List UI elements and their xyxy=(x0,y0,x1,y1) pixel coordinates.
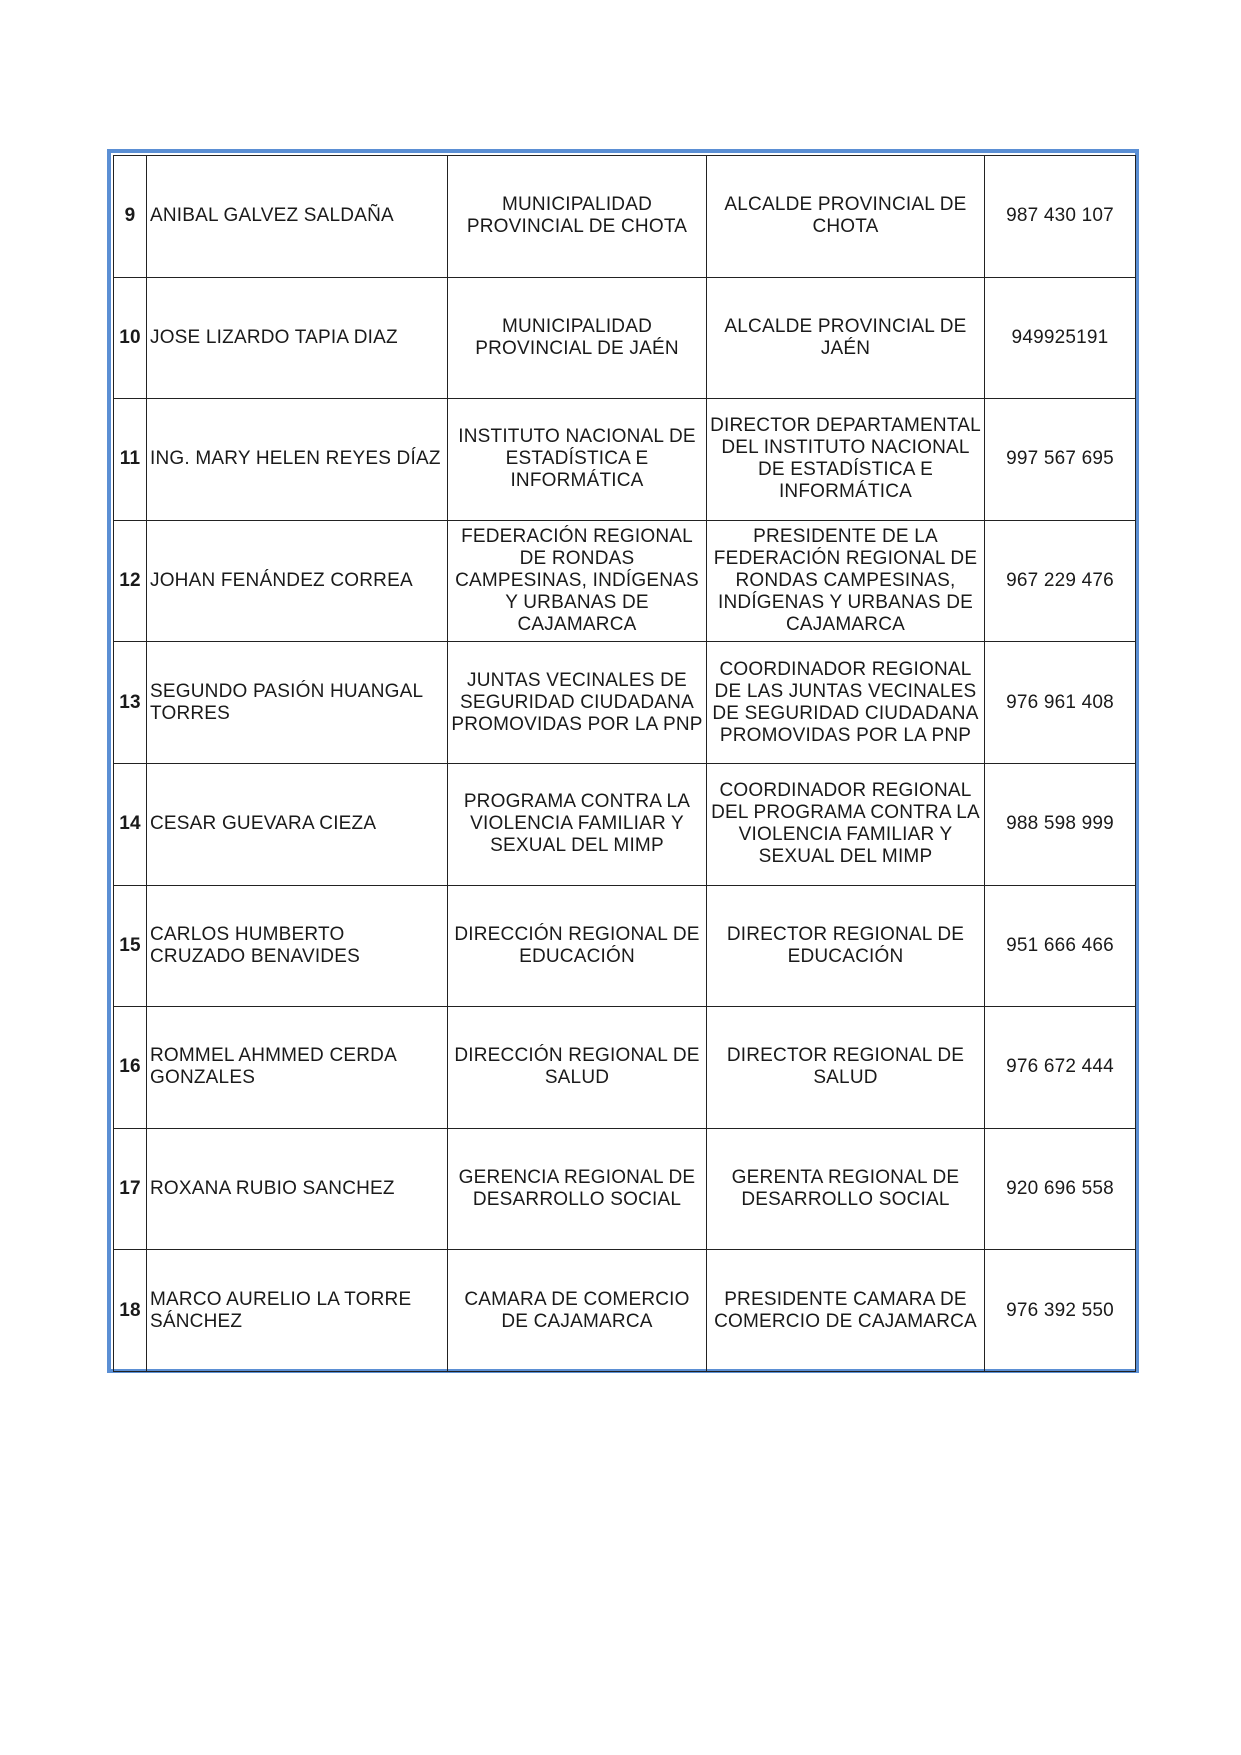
institution-name: DIRECCIÓN REGIONAL DE SALUD xyxy=(448,1007,707,1129)
phone-number: 976 672 444 xyxy=(985,1007,1136,1129)
person-name: CARLOS HUMBERTO CRUZADO BENAVIDES xyxy=(147,885,448,1007)
institution-name: JUNTAS VECINALES DE SEGURIDAD CIUDADANA PROMOVIDAS POR LA PNP xyxy=(448,642,707,764)
row-number: 18 xyxy=(114,1250,147,1372)
table-row xyxy=(114,642,1136,764)
roster-table-frame xyxy=(107,149,1139,1373)
row-number: 13 xyxy=(114,642,147,764)
position-title: COORDINADOR REGIONAL DE LAS JUNTAS VECINALES DE SEGURIDAD CIUDADANA PROMOVIDAS POR LA PNP xyxy=(707,642,985,764)
institution-name: INSTITUTO NACIONAL DE ESTADÍSTICA E INFORMÁTICA xyxy=(448,399,707,521)
phone-number: 976 392 550 xyxy=(985,1250,1136,1372)
person-name: ING. MARY HELEN REYES DÍAZ xyxy=(147,399,448,521)
phone-number: 967 229 476 xyxy=(985,520,1136,642)
phone-number: 997 567 695 xyxy=(985,399,1136,521)
person-name: JOSE LIZARDO TAPIA DIAZ xyxy=(147,277,448,399)
position-title: GERENTA REGIONAL DE DESARROLLO SOCIAL xyxy=(707,1128,985,1250)
institution-name: MUNICIPALIDAD PROVINCIAL DE CHOTA xyxy=(448,156,707,278)
position-title: PRESIDENTE DE LA FEDERACIÓN REGIONAL DE RONDAS CAMPESINAS, INDÍGENAS Y URBANAS DE CAJAMARCA xyxy=(707,520,985,642)
row-number: 10 xyxy=(114,277,147,399)
table-row xyxy=(114,1007,1136,1129)
person-name: ROXANA RUBIO SANCHEZ xyxy=(147,1128,448,1250)
table-row xyxy=(114,277,1136,399)
person-name: MARCO AURELIO LA TORRE SÁNCHEZ xyxy=(147,1250,448,1372)
phone-number: 951 666 466 xyxy=(985,885,1136,1007)
row-number: 17 xyxy=(114,1128,147,1250)
institution-name: MUNICIPALIDAD PROVINCIAL DE JAÉN xyxy=(448,277,707,399)
institution-name: FEDERACIÓN REGIONAL DE RONDAS CAMPESINAS, INDÍGENAS Y URBANAS DE CAJAMARCA xyxy=(448,520,707,642)
row-number: 14 xyxy=(114,763,147,885)
position-title: PRESIDENTE CAMARA DE COMERCIO DE CAJAMARCA xyxy=(707,1250,985,1372)
table-row xyxy=(114,156,1136,278)
person-name: JOHAN FENÁNDEZ CORREA xyxy=(147,520,448,642)
position-title: COORDINADOR REGIONAL DEL PROGRAMA CONTRA LA VIOLENCIA FAMILIAR Y SEXUAL DEL MIMP xyxy=(707,763,985,885)
phone-number: 988 598 999 xyxy=(985,763,1136,885)
institution-name: CAMARA DE COMERCIO DE CAJAMARCA xyxy=(448,1250,707,1372)
roster-table-body xyxy=(114,156,1136,1372)
table-row xyxy=(114,763,1136,885)
authorities-roster-table xyxy=(113,155,1136,1372)
row-number: 16 xyxy=(114,1007,147,1129)
row-number: 15 xyxy=(114,885,147,1007)
phone-number: 976 961 408 xyxy=(985,642,1136,764)
table-row xyxy=(114,399,1136,521)
table-row xyxy=(114,1250,1136,1372)
person-name: CESAR GUEVARA CIEZA xyxy=(147,763,448,885)
table-row xyxy=(114,1128,1136,1250)
phone-number: 949925191 xyxy=(985,277,1136,399)
institution-name: PROGRAMA CONTRA LA VIOLENCIA FAMILIAR Y SEXUAL DEL MIMP xyxy=(448,763,707,885)
position-title: ALCALDE PROVINCIAL DE CHOTA xyxy=(707,156,985,278)
institution-name: GERENCIA REGIONAL DE DESARROLLO SOCIAL xyxy=(448,1128,707,1250)
person-name: ROMMEL AHMMED CERDA GONZALES xyxy=(147,1007,448,1129)
phone-number: 987 430 107 xyxy=(985,156,1136,278)
table-row xyxy=(114,885,1136,1007)
table-row xyxy=(114,520,1136,642)
phone-number: 920 696 558 xyxy=(985,1128,1136,1250)
institution-name: DIRECCIÓN REGIONAL DE EDUCACIÓN xyxy=(448,885,707,1007)
position-title: DIRECTOR REGIONAL DE EDUCACIÓN xyxy=(707,885,985,1007)
row-number: 12 xyxy=(114,520,147,642)
person-name: SEGUNDO PASIÓN HUANGAL TORRES xyxy=(147,642,448,764)
person-name: ANIBAL GALVEZ SALDAÑA xyxy=(147,156,448,278)
position-title: ALCALDE PROVINCIAL DE JAÉN xyxy=(707,277,985,399)
position-title: DIRECTOR DEPARTAMENTAL DEL INSTITUTO NACIONAL DE ESTADÍSTICA E INFORMÁTICA xyxy=(707,399,985,521)
row-number: 11 xyxy=(114,399,147,521)
position-title: DIRECTOR REGIONAL DE SALUD xyxy=(707,1007,985,1129)
row-number: 9 xyxy=(114,156,147,278)
